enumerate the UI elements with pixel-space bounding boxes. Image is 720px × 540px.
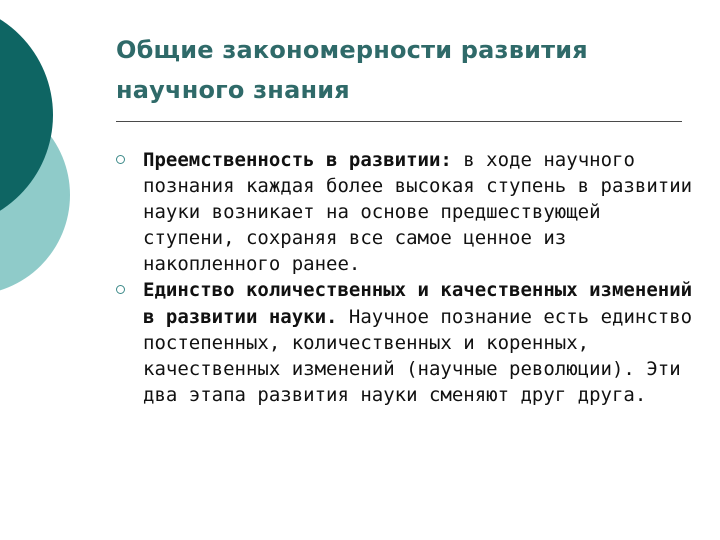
bullet-heading: Преемственность в развитии: [143, 149, 452, 171]
bullet-unity-of-changes [116, 277, 696, 407]
title-divider [116, 121, 682, 122]
bullet-text: в ходе научного познания каждая более высокая ступень в развитии науки возникает на основе предшествующей ступени, сохраняя все самое ценное из накопленного ранее. [143, 149, 693, 276]
hollow-circle-bullet-icon [116, 155, 125, 164]
slide-title: Общие закономерности развития научного знания [116, 36, 588, 104]
decorative-circles [0, 0, 90, 540]
bullet-continuity [116, 147, 696, 277]
hollow-circle-bullet-icon [116, 285, 125, 294]
bullet-heading: Единство количественных и качественных изменений в развитии науки. [143, 279, 693, 328]
bullet-list [116, 147, 696, 408]
bullet-text: Научное познание есть единство постепенных, количественных и коренных, качественных изменений (научные революции). Эти два этапа развития науки сменяют друг друга. [143, 305, 693, 406]
